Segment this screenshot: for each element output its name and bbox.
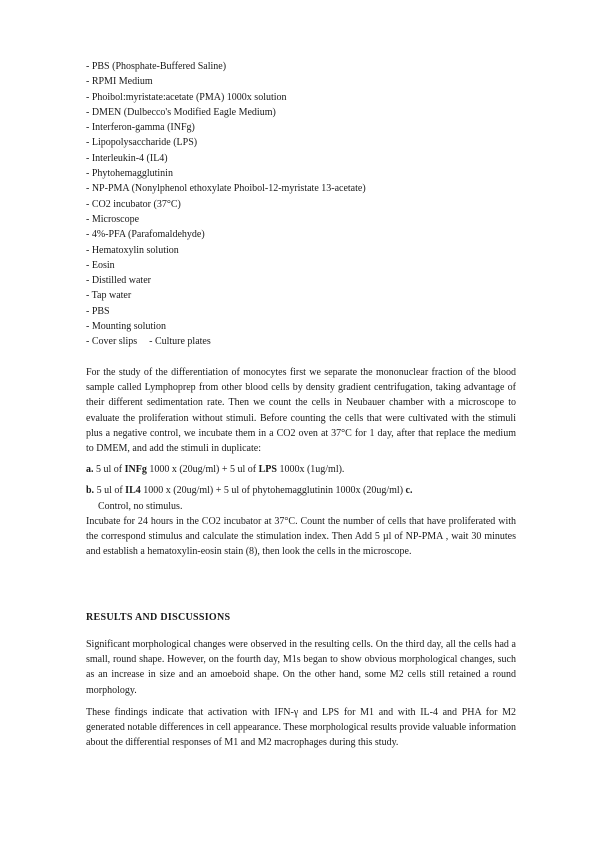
results-paragraph-1: Significant morphological changes were observed in the resulting cells. On the third day, all the cells had a small, round shape. However, on the fourth day, M1s began to show obvious morphological changes, such as an increase in size and an amoeboid shape. On the other hand, some M2 cells still retained a round morphology.: [86, 639, 516, 696]
results-paragraph-2: These findings indicate that activation with IFN-γ and LPS for M1 and with IL-4 and PHA for M2 generated notable differences in cell appearance. These morphological results provide valuable information about the differential responses of M1 and M2 macrophages during this study.: [86, 706, 516, 749]
list-item: - CO2 incubator (37°C): [86, 198, 181, 210]
list-item: - Tap water: [86, 290, 132, 302]
item-marker: a.: [86, 464, 94, 476]
results-heading: RESULTS AND DISCUSSIONS: [86, 612, 231, 623]
list-item: - Hematoxylin solution: [86, 244, 179, 256]
list-item: - Eosin: [86, 259, 115, 271]
list-item: - Phoibol:myristate:acetate (PMA) 1000x solution: [86, 91, 287, 103]
list-item: - Microscope: [86, 213, 140, 225]
list-item: - PBS: [86, 305, 110, 317]
list-item: - PBS (Phosphate-Buffered Saline): [86, 61, 227, 72]
list-item: - Mounting solution: [86, 321, 167, 333]
stimulus-item-c: Control, no stimulus.: [98, 500, 183, 512]
list-item: - Interleukin-4 (IL4): [86, 152, 168, 164]
item-marker: b.: [86, 485, 95, 497]
results-section: [86, 637, 516, 757]
stimulus-item-a: a. 5 ul of INFg 1000 x (20ug/ml) + 5 ul of LPS 1000x (1ug/ml).: [86, 464, 345, 476]
list-item: - RPMI Medium: [86, 76, 153, 88]
list-item: - Lipopolysaccharide (LPS): [86, 137, 198, 149]
materials-list: [86, 59, 526, 350]
list-item: - Phytohemagglutinin: [86, 168, 173, 180]
list-item: - Interferon-gamma (INFg): [86, 122, 195, 134]
method-intro-paragraph: For the study of the differentiation of monocytes first we separate the mononuclear fraction of the blood sample called Lymphoprep from other blood cells by density gradient centrifugation, taking advantage of their different sedimentation rate. Then we count the cells in Neubauer chamber with a microscope to evaluate the proliferation without stimuli. Before counting the cells that were cultivated with the stimuli plus a negative control, we incubate them in a CO2 oven at 37°C for 1 day, after that replace the medium to DMEM, and add the stimuli in duplicate:: [86, 367, 516, 455]
list-item: - Culture plates: [149, 336, 211, 348]
list-item: - Cover slips: [86, 336, 138, 348]
list-item: - DMEN (Dulbecco's Modified Eagle Medium): [86, 106, 276, 118]
method-outro-paragraph: Incubate for 24 hours in the CO2 incubator at 37°C. Count the number of cells that have proliferated with the correspond stimulus and calculate the stimulation index. Then Add 5 µl of NP-PMA , wait 30 minutes and establish a hematoxylin-eosin stain (8), then look the cells in the microscope.: [86, 515, 516, 558]
stimulus-item-b: b. 5 ul of IL4 1000 x (20ug/ml) + 5 ul of phytohemagglutinin 1000x (20ug/ml) c. Control, no stimulus.: [86, 485, 413, 512]
list-item: - Distilled water: [86, 275, 151, 287]
list-item: - 4%-PFA (Parafomaldehyde): [86, 229, 205, 241]
list-item: - NP-PMA (Nonylphenol ethoxylate Phoibol-12-myristate 13-acetate): [86, 183, 366, 195]
method-section: [86, 365, 516, 559]
list-item-pair: [86, 334, 526, 349]
item-marker: c.: [405, 485, 413, 497]
